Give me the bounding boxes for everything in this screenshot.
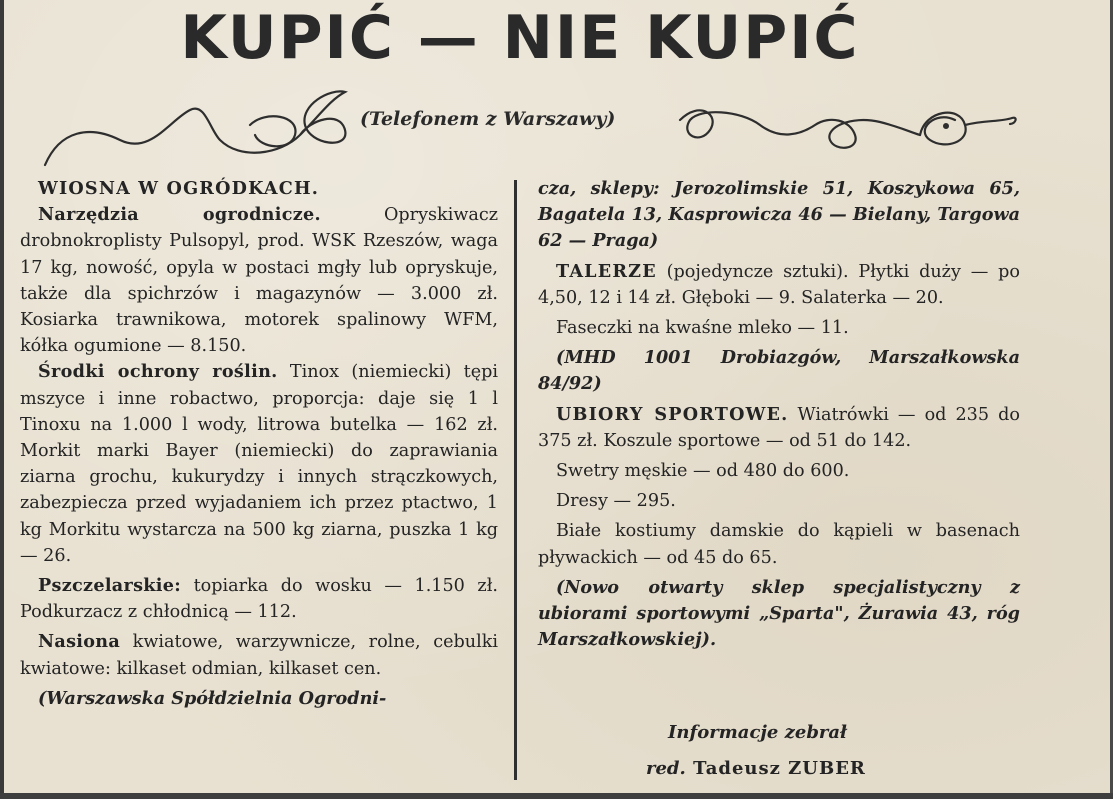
paragraph-sportswear: UBIORY SPORTOWE. Wiatrówki — od 235 do 375 zł. Koszule sportowe — od 51 do 142. (538, 403, 1020, 451)
section-heading: WIOSNA W OGRÓDKACH. (38, 178, 320, 199)
doodle-left-curl (250, 116, 295, 146)
doodle-right-tail (965, 118, 1016, 125)
doodle-dot (943, 123, 949, 129)
paragraph-seeds: Nasiona kwiatowe, warzywnicze, rolne, cebulki kwiatowe: kilkaset odmian, kilkaset cen. (20, 631, 498, 679)
page-title: KUPIĆ — NIE KUPIĆ (180, 3, 860, 73)
subtitle: (Telefonem z Warszawy) (360, 108, 616, 130)
scan-border-bottom (0, 793, 1113, 799)
paragraph-tracksuits: Dresy — 295. (556, 491, 676, 512)
paragraph-swimsuits: Białe kostiumy damskie do kąpieli w basenach pływackich — od 45 do 65. (538, 521, 1020, 568)
paragraph-store-note: (MHD 1001 Drobiazgów, Marszałkowska 84/92) (538, 347, 1020, 395)
left-column (20, 176, 498, 712)
column-divider (514, 180, 517, 780)
paragraph-shops: cza, sklepy: Jerozolimskie 51, Koszykowa 65, Bagatela 13, Kasprowicza 46 — Bielany, Targowa 62 — Praga) (538, 178, 1020, 252)
author-credit: red. Tadeusz ZUBER (646, 758, 866, 779)
doodle-right-loop (920, 113, 966, 145)
paragraph-tools: Narzędzia ogrodnicze. Opryskiwacz drobnokroplisty Pulsopyl, prod. WSK Rzeszów, waga 17 kg, nowość, opyla w postaci mgły lub opryskuje, także dla spichrzów i magazynów — 3.000 zł. Kosiarka trawnikowa, motorek spalinowy WFM, kółka ogumione — 8.150. (20, 204, 498, 357)
paragraph-source-note: (Warszawska Spółdzielnia Ogrodni- (38, 687, 387, 709)
paragraph-sweaters: Swetry męskie — od 480 do 600. (556, 461, 850, 482)
doodle-right (680, 110, 920, 147)
right-column (538, 176, 1020, 653)
paragraph-beekeeping: Pszczelarskie: topiarka do wosku — 1.150 zł. Podkurzacz z chłodnicą — 112. (20, 575, 498, 623)
credit-line: Informacje zebrał (668, 722, 847, 743)
paragraph-plates: TALERZE (pojedyncze sztuki). Płytki duży — po 4,50, 12 i 14 zł. Głęboki — 9. Salaterka — 20. (538, 260, 1020, 308)
doodle-left (45, 91, 345, 165)
decorative-doodle (0, 80, 1113, 180)
paragraph-plant-protection: Środki ochrony roślin. Tinox (niemiecki) tępi mszyce i inne robactwo, proporcja: daje się 1 l Tinoxu na 1.000 l wody, litrowa butelka — 162 zł. Morkit marki Bayer (niemiecki) do zaprawiania ziarna grochu, kukurydzy i innych strączkowych, zabezpiecza przed wyjadaniem ich przez ptactwo, 1 kg Morkitu wystarcza na 500 kg ziarna, puszka 1 kg — 26. (20, 361, 499, 566)
paragraph-jugs: Faseczki na kwaśne mleko — 11. (556, 318, 849, 339)
paragraph-sparta-note: (Nowo otwarty sklep specjalistyczny z ubiorami sportowymi „Sparta", Żurawia 43, róg Marszałkowskiej). (538, 576, 1020, 651)
